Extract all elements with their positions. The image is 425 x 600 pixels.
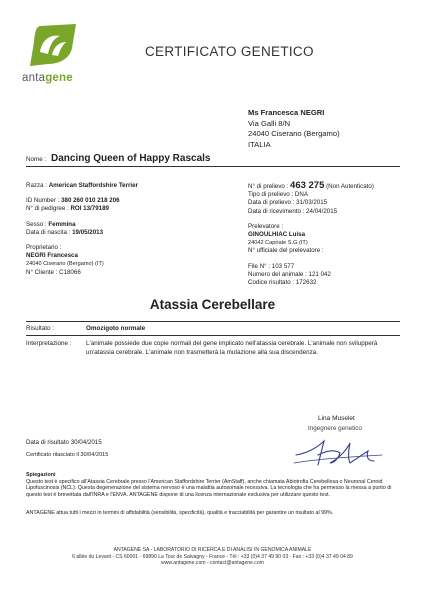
file-number: File N° : 103 577 bbox=[248, 262, 295, 270]
result-row bbox=[26, 321, 400, 336]
page-title: CERTIFICATO GENETICO bbox=[145, 44, 314, 59]
recipient-name: Ms Francesca NEGRI bbox=[248, 108, 325, 117]
interpretation-text: L'animale possiede due copie normali del gene implicato nell'atassia cerebrale. L'animale non svilupperà un'atassia cerebrale. L'animale non trasmetterà la mutazione alla sua discendenza. bbox=[86, 340, 378, 356]
dog-name-row bbox=[26, 152, 400, 167]
issued-date: Certificato rilasciato il 30/04/2015 bbox=[26, 452, 109, 458]
animal-number: Numero del animale : 121 042 bbox=[248, 270, 331, 278]
owner-address: 24040 Ciserano (Bergamo) (IT) bbox=[26, 261, 104, 268]
owner-name: NEGRI Francesca bbox=[26, 252, 78, 260]
result-value: Omozigoto normale bbox=[86, 325, 146, 332]
signature-icon bbox=[288, 433, 388, 471]
breed-line: Razza : American Staffordshire Terrier bbox=[26, 182, 138, 189]
client-number: N° Cliente : C18066 bbox=[26, 268, 81, 276]
collector-name: GINOULHIAC Luisa bbox=[248, 231, 306, 239]
explanations-heading: Spiegazioni bbox=[26, 472, 56, 478]
recipient-city: 24040 Ciserano (Bergamo) bbox=[248, 129, 340, 138]
owner-label: Proprietario : bbox=[26, 244, 62, 252]
sex-line: Sesso : Femmina bbox=[26, 220, 76, 228]
result-code: Codice risultato : 172632 bbox=[248, 279, 317, 287]
test-title: Atassia Cerebellare bbox=[149, 297, 276, 312]
recipient-street: Via Galli 8/N bbox=[248, 118, 291, 128]
footer-address: 6 allée du Levant - CS 60001 - 69890 La Tour de Salvagny - France - Tél : +33 (0)4 37 49 90 03 - Fax : +33 (0)4 37 49 04 89 bbox=[72, 553, 353, 560]
footer-lab-name: ANTAGENE SA - LABORATORIO DI RICERCA E DI ANALISI IN GENOMICA ANIMALE bbox=[113, 547, 312, 553]
birthdate-line: Data di nascita : 19/05/2013 bbox=[26, 228, 104, 236]
id-line: ID Number : 380 260 010 218 206 bbox=[26, 197, 120, 205]
collector-official-number: N° ufficiale del prelevatore : bbox=[248, 247, 324, 255]
explanations bbox=[26, 472, 400, 498]
antagene-logo-icon bbox=[26, 22, 80, 68]
issue-dates bbox=[26, 437, 108, 461]
signer-role: Ingegnere genetico bbox=[308, 425, 362, 432]
animal-details bbox=[26, 182, 226, 277]
antagene-logo-text: antagene bbox=[22, 72, 73, 84]
collector-address: 24042 Capriate S.G (IT) bbox=[248, 240, 308, 247]
interpretation-label: Interpretazione : bbox=[26, 340, 72, 347]
reliability-note: ANTAGENE attua tutti i mezzi in termini di affidabilità (sensibilità, specificità), qualità e tracciabilità per garantire un risultato al 99%. bbox=[26, 510, 334, 516]
dog-name-value: Dancing Queen of Happy Rascals bbox=[51, 153, 211, 164]
recipient-country: ITALIA bbox=[248, 139, 271, 149]
received-date: Data di ricevimento : 24/04/2015 bbox=[248, 207, 338, 215]
result-label: Risultato : bbox=[26, 325, 54, 332]
sample-date: Data di prelievo : 31/03/2015 bbox=[248, 199, 328, 207]
pedigree-line: N° di pedigree : ROI 13/79189 bbox=[26, 205, 109, 213]
sample-details bbox=[248, 182, 413, 287]
recipient-address bbox=[248, 108, 340, 150]
collector-label: Prelevatore : bbox=[248, 222, 284, 230]
footer-contact: www.antagene.com - contact@antagene.com bbox=[161, 560, 264, 567]
result-date: Data di risultato 30/04/2015 bbox=[26, 439, 102, 446]
sample-type: Tipo di prelievo : DNA bbox=[248, 191, 308, 199]
explanations-text: Questo test è specifico all'Atassia Cerebrale presso l'American Staffordshire Terrier (AmStaff), anche chiamata Abiotrofia Cerebellosa o Neuronal Ceroid Lipofuscinosis (NCL). Questa degenerazione del sistema nervoso è una malattia autosomale recessiva. La tecnologia che ha permesso la messa a punto di questo test è brevettata dall'INRA e l'ENVA. ANTAGENE dispone di una licenza internazionale esclusiva per utilizzare questo test. bbox=[26, 478, 392, 498]
sample-number-line: N° di prelievo : 463 275 (Non Autenticato) bbox=[248, 180, 374, 191]
dog-name-label: Nome : bbox=[26, 156, 47, 163]
footer bbox=[0, 547, 425, 567]
signer-name: Lina Muselet bbox=[318, 415, 355, 422]
